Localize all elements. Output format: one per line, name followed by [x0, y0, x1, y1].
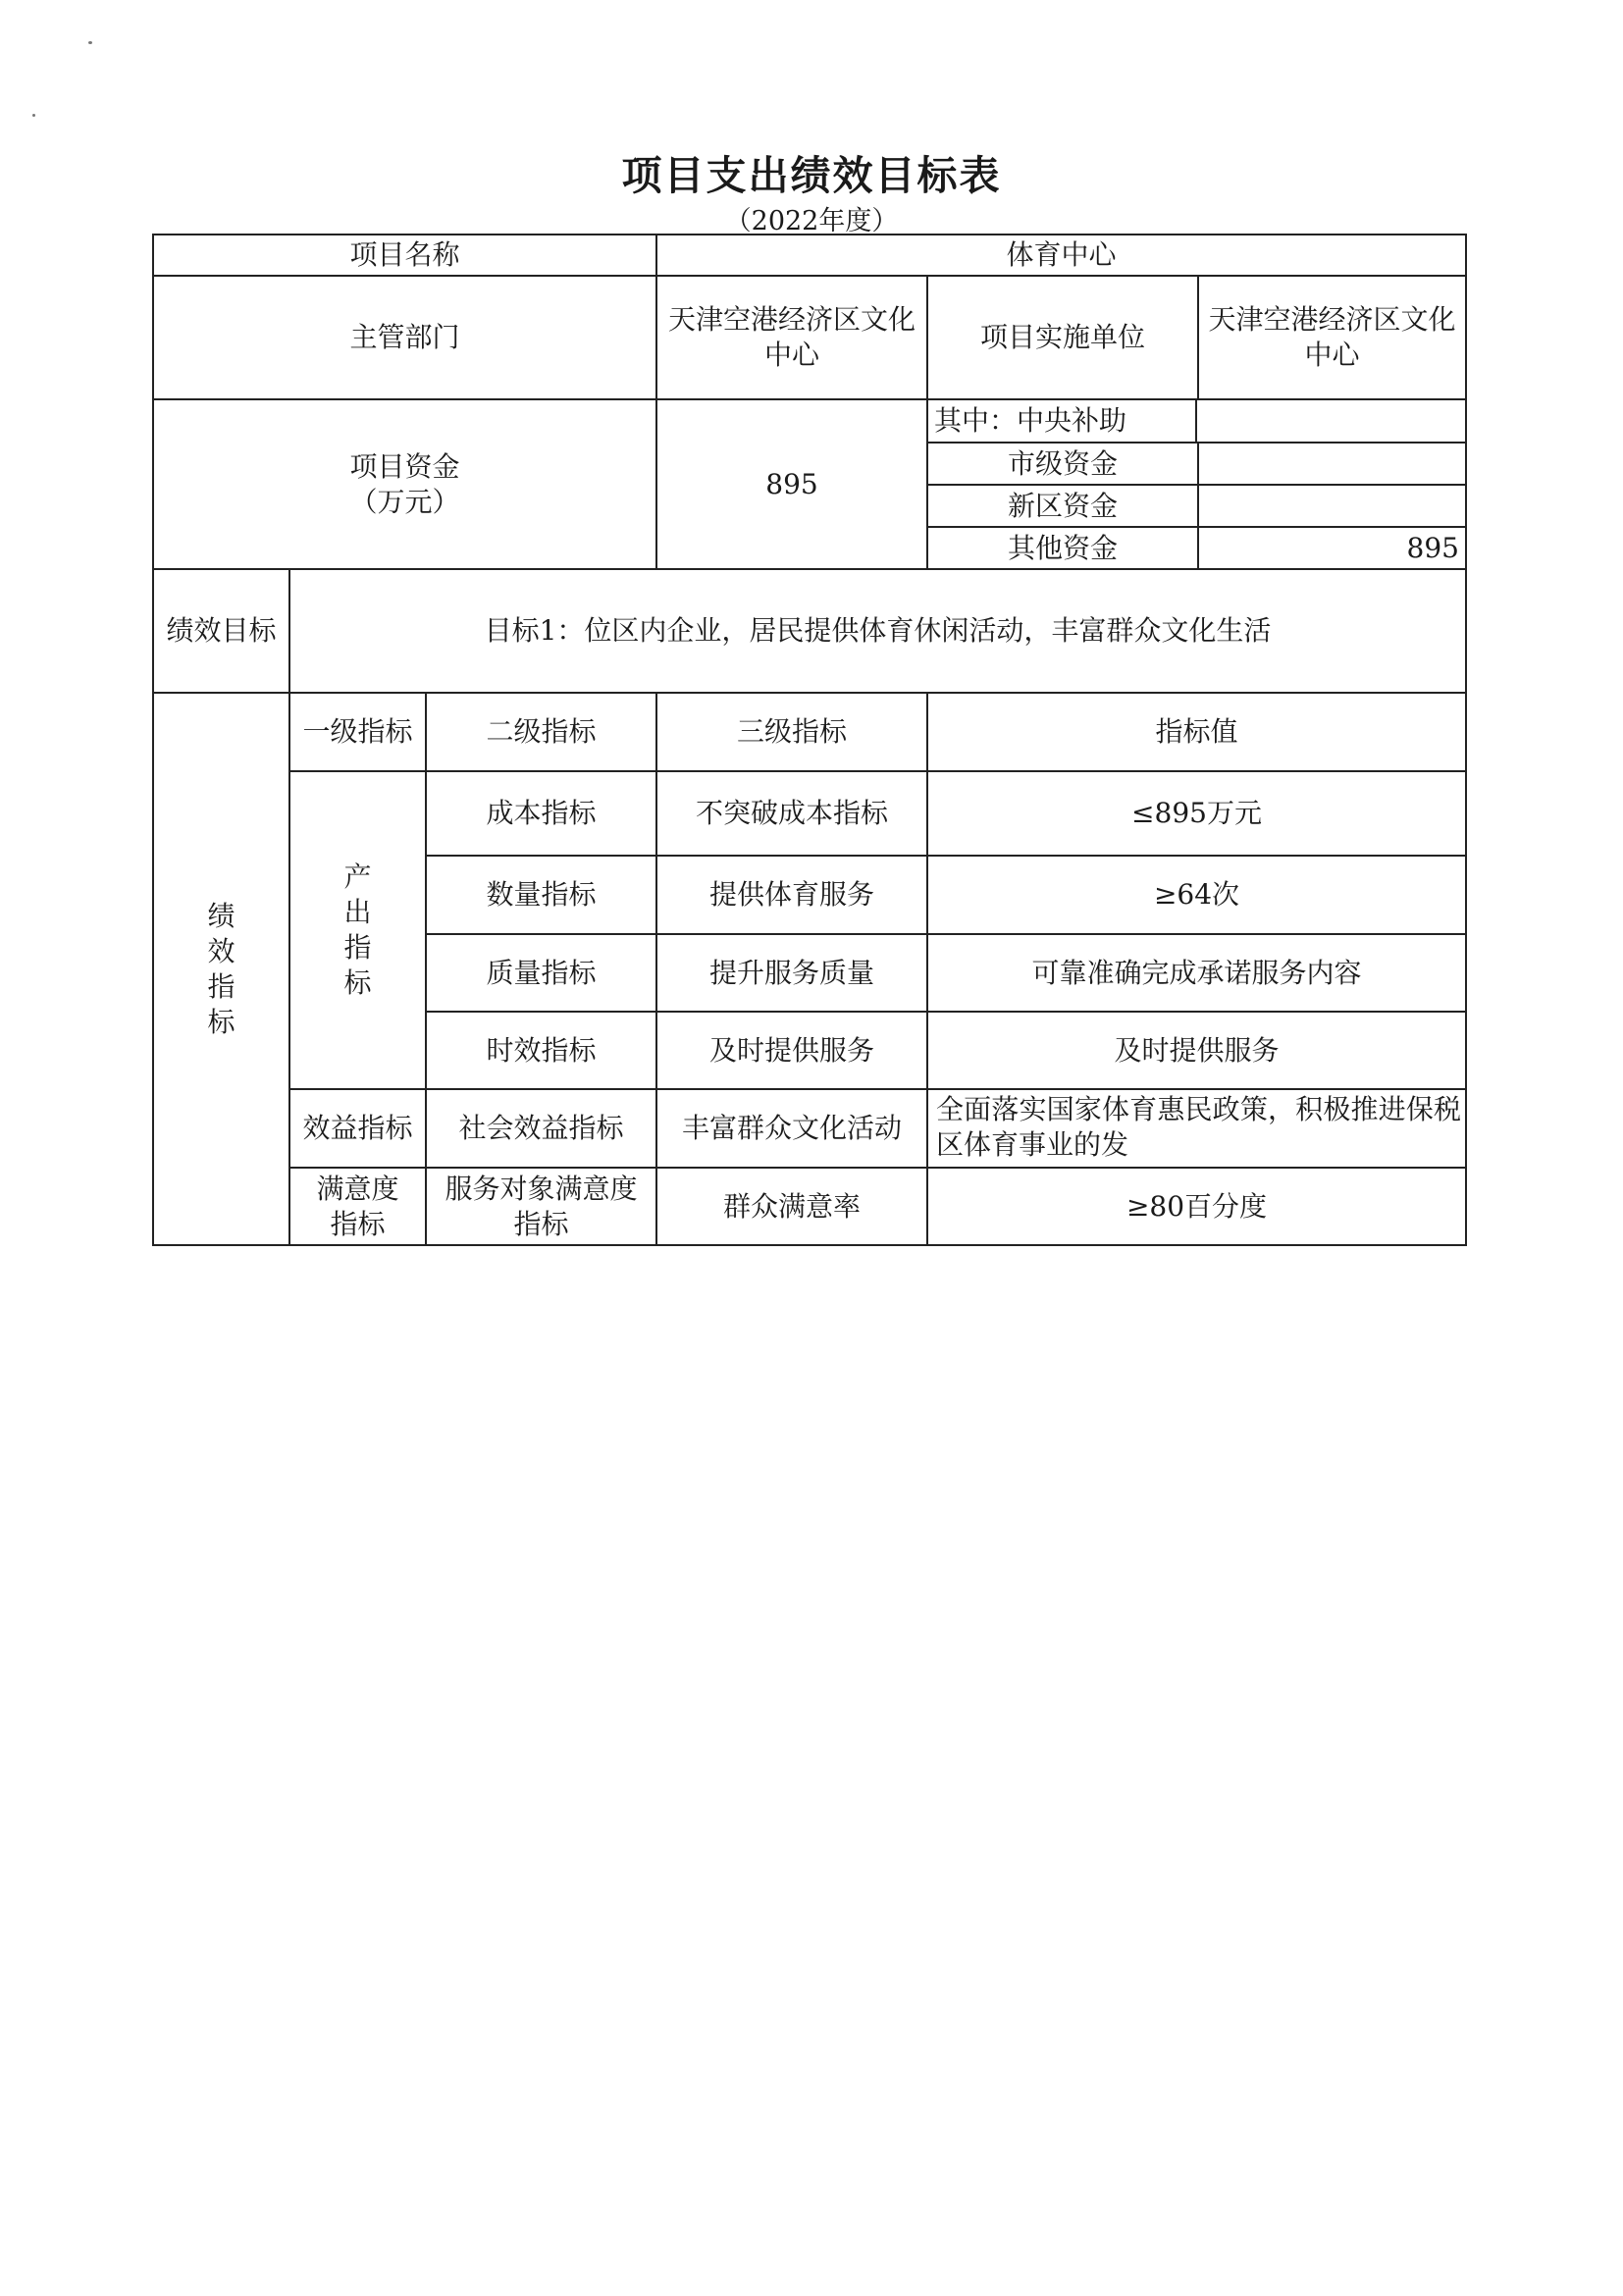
row-level3: 不突破成本指标	[656, 771, 927, 856]
project-name-label: 项目名称	[153, 235, 656, 276]
row-value: 及时提供服务	[927, 1012, 1466, 1089]
impl-label: 项目实施单位	[928, 277, 1199, 398]
benefit-level2: 社会效益指标	[426, 1089, 656, 1168]
row-value: ≤895万元	[927, 771, 1466, 856]
header-level1: 一级指标	[289, 693, 426, 771]
city-label: 市级资金	[928, 444, 1199, 484]
performance-table	[152, 234, 1467, 1246]
benefit-level1: 效益指标	[289, 1089, 426, 1168]
header-level3: 三级指标	[656, 693, 927, 771]
impl-value: 天津空港经济区文化中心	[1208, 303, 1456, 371]
row-level3: 提供体育服务	[656, 856, 927, 934]
row-value: ≥64次	[927, 856, 1466, 934]
row-level3: 及时提供服务	[656, 1012, 927, 1089]
indicators-section-label: 绩 效 指 标	[153, 693, 289, 1245]
city-value	[1199, 444, 1465, 484]
page-subtitle: （2022年度）	[724, 206, 899, 236]
impl-cell	[927, 276, 1466, 399]
central-label: 其中：中央补助	[928, 400, 1197, 442]
scan-speck	[32, 114, 35, 117]
benefit-level3: 丰富群众文化活动	[656, 1089, 927, 1168]
output-indicators-label: 产 出 指 标	[289, 771, 426, 1089]
benefit-value: 全面落实国家体育惠民政策，积极推进保税区体育事业的发	[936, 1093, 1461, 1161]
satisfaction-level2: 服务对象满意度 指标	[426, 1168, 656, 1245]
page-title: 项目支出绩效目标表	[621, 152, 1002, 199]
goal-label: 绩效目标	[153, 569, 289, 693]
benefit-value-cell	[927, 1089, 1466, 1168]
dept-label: 主管部门	[153, 276, 656, 399]
row-value: 可靠准确完成承诺服务内容	[927, 934, 1466, 1012]
other-value: 895	[1406, 532, 1459, 564]
district-value	[1199, 486, 1465, 526]
central-row	[927, 399, 1466, 443]
scan-speck	[88, 41, 92, 44]
funding-label: 项目资金 （万元）	[153, 399, 656, 569]
dept-value: 天津空港经济区文化中心	[656, 276, 927, 399]
row-level2: 质量指标	[426, 934, 656, 1012]
row-level2: 成本指标	[426, 771, 656, 856]
satisfaction-value: ≥80百分度	[927, 1168, 1466, 1245]
goal-text: 目标1：位区内企业，居民提供体育休闲活动，丰富群众文化生活	[289, 569, 1466, 693]
project-name-value: 体育中心	[656, 235, 1466, 276]
satisfaction-level3: 群众满意率	[656, 1168, 927, 1245]
city-row	[927, 443, 1466, 485]
funding-total: 895	[656, 399, 927, 569]
satisfaction-level1: 满意度 指标	[289, 1168, 426, 1245]
row-level2: 时效指标	[426, 1012, 656, 1089]
row-level3: 提升服务质量	[656, 934, 927, 1012]
row-level2: 数量指标	[426, 856, 656, 934]
other-label: 其他资金	[928, 528, 1199, 568]
district-row	[927, 485, 1466, 527]
other-row	[927, 527, 1466, 569]
header-level2: 二级指标	[426, 693, 656, 771]
central-value	[1197, 400, 1465, 442]
header-value: 指标值	[927, 693, 1466, 771]
district-label: 新区资金	[928, 486, 1199, 526]
